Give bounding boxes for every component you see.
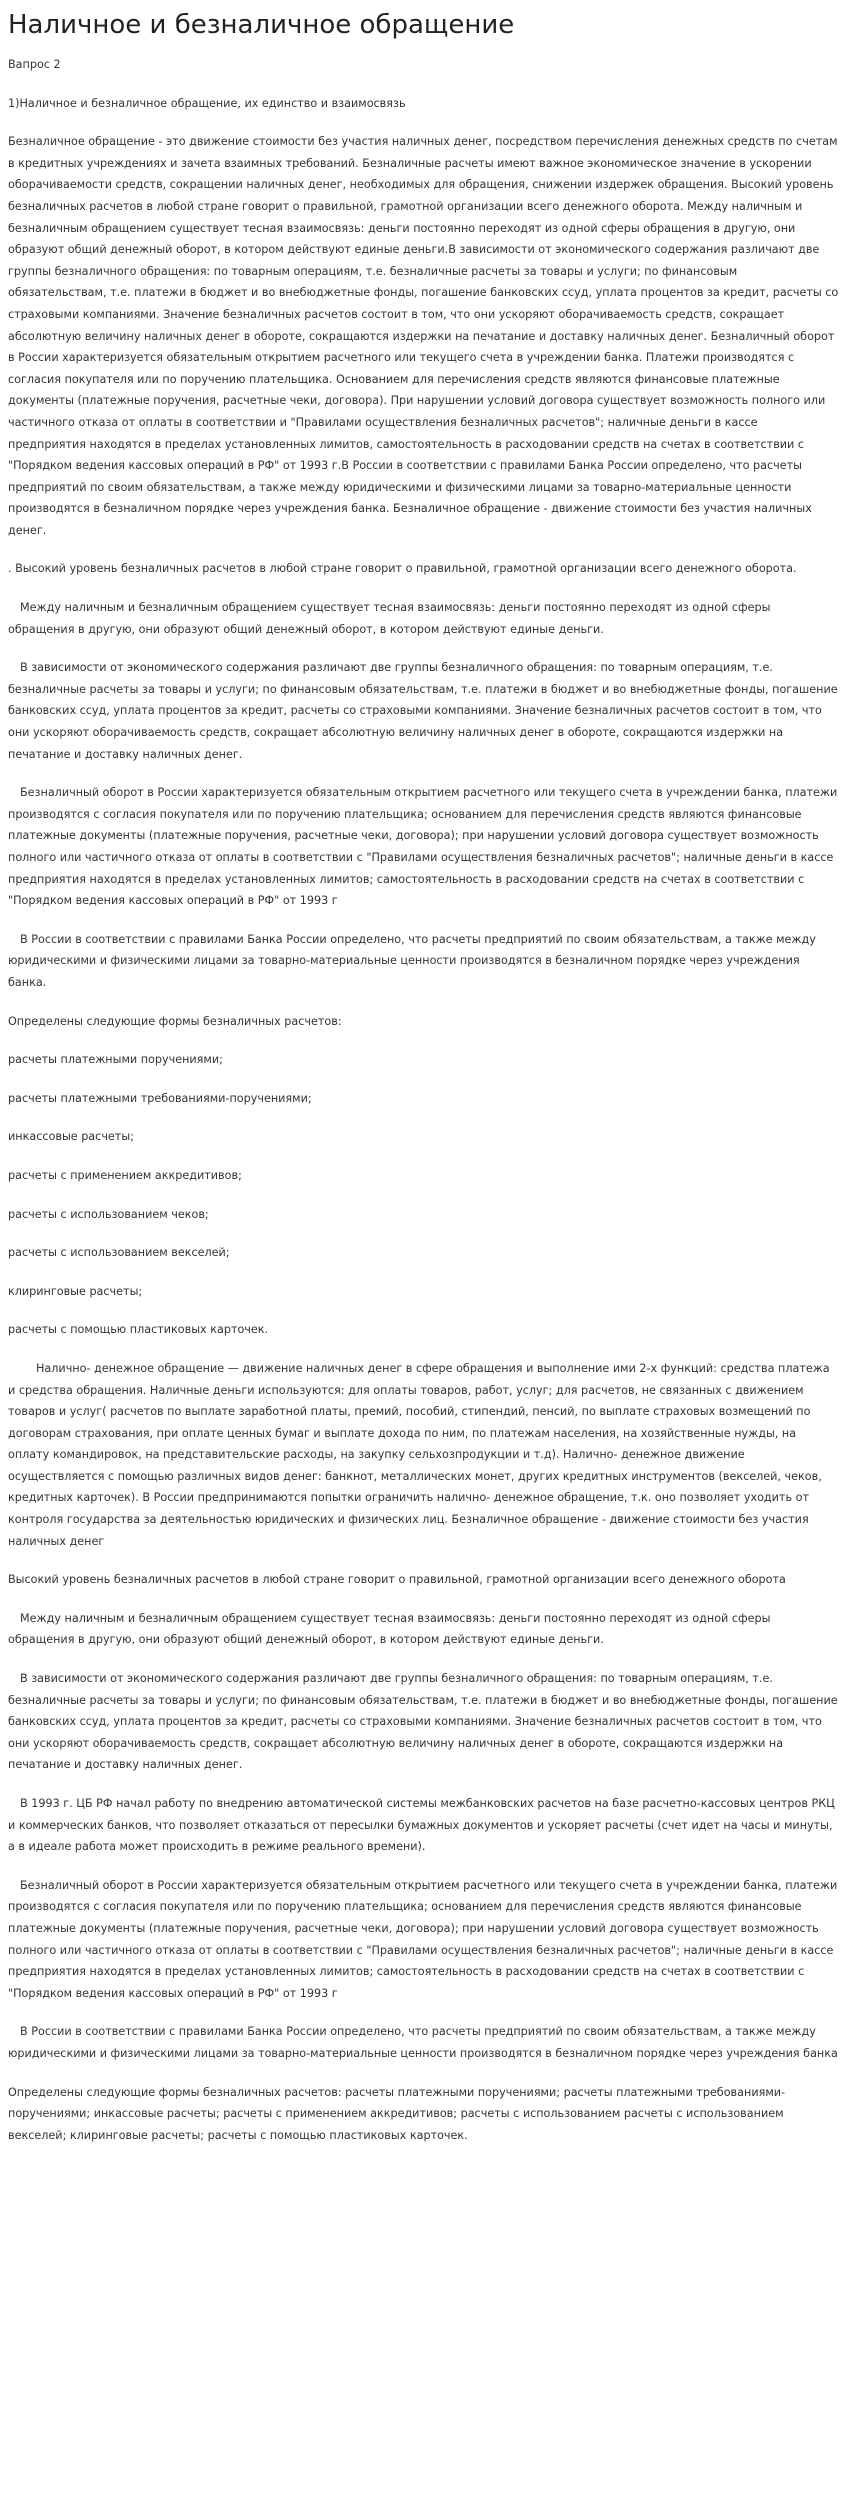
paragraph: . Высокий уровень безналичных расчетов в любой стране говорит о правильной, грамотной организации всего денежного оборота.	[8, 562, 797, 576]
list-intro: Определены следующие формы безналичных расчетов:	[8, 1014, 342, 1028]
paragraph: В 1993 г. ЦБ РФ начал работу по внедрению автоматической системы межбанковских расчетов на базе расчетно-кассовых центров РКЦ и коммерческих банков, что позволяет отказаться от пересылки бумажных документов и ускоряет расчеты (счет идет на часы и минуты, а в идеале работа может происходить в режиме реального времени).	[8, 1797, 835, 1854]
paragraph: Налично- денежное обращение — движение наличных денег в сфере обращения и выполнение ими 2-х функций: средства платежа и средства обращения. Наличные деньги используются: для оплаты товаров, работ, услуг; для расчетов, не связанных с движением товаров и услуг( расчетов по выплате заработной платы, премий, пособий, стипендий, пенсий, по выплате страховых возмещений по договорам страхования, при оплате ценных бумаг и выплате дохода по ним, по платежам населения, на хозяйственные нужды, на оплату командировок, на представительские расходы, на закупку сельхозпродукции и т.д). Налично- денежное движение осуществляется с помощью различных видов денег: банкнот, металлических монет, других кредитных инструментов (векселей, чеков, кредитных карточек). В России предпринимаются попытки ограничить налично- денежное обращение, т.к. оно позволяет уходить от контроля государства за деятельностью юридических и физических лиц. Безналичное обращение - движение стоимости без участия наличных денег	[8, 1361, 830, 1548]
paragraph: В зависимости от экономического содержания различают две группы безналичного обращения: по товарным операциям, т.е. безналичные расчеты за товары и услуги; по финансовым обязательствам, т.е. платежи в бюджет и во внебюджетные фонды, погашение банковских ссуд, уплата процентов за кредит, расчеты со страховыми компаниями. Значение безналичных расчетов состоит в том, что они ускоряют оборачиваемость средств, сокращает абсолютную величину наличных денег в обороте, сокращаются издержки на печатание и доставку наличных денег.	[8, 661, 838, 761]
paragraph: В зависимости от экономического содержания различают две группы безналичного обращения: по товарным операциям, т.е. безналичные расчеты за товары и услуги; по финансовым обязательствам, т.е. платежи в бюджет и во внебюджетные фонды, погашение банковских ссуд, уплата процентов за кредит, расчеты со страховыми компаниями. Значение безналичных расчетов состоит в том, что они ускоряют оборачиваемость средств, сокращает абсолютную величину наличных денег в обороте, сокращаются издержки на печатание и доставку наличных денег.	[8, 1672, 838, 1772]
list-item: клиринговые расчеты;	[8, 1284, 143, 1298]
list-item: расчеты платежными поручениями;	[8, 1053, 223, 1067]
paragraph: Высокий уровень безналичных расчетов в любой стране говорит о правильной, грамотной организации всего денежного оборота	[8, 1573, 786, 1587]
paragraph: Безналичный оборот в России характеризуется обязательным открытием расчетного или текущего счета в учреждении банка, платежи производятся с согласия покупателя или по поручению плательщика; основанием для перечисления средств являются финансовые платежные документы (платежные поручения, расчетные чеки, договора); при нарушении условий договора существует возможность полного или частичного отказа от оплаты в соответствии с "Правилами осуществления безналичных расчетов"; наличные деньги в кассе предприятия находятся в пределах установленных лимитов; самостоятельность в расходовании средств на счетах в соответствии с "Порядком ведения кассовых операций в РФ" от 1993 г	[8, 786, 838, 908]
paragraph: Определены следующие формы безналичных расчетов: расчеты платежными поручениями; расчеты платежными требованиями-поручениями; инкассовые расчеты; расчеты с применением аккредитивов; расчеты с использованием расчеты с использованием векселей; клиринговые расчеты; расчеты с помощью пластиковых карточек.	[8, 2085, 786, 2142]
paragraph: Безналичное обращение - это движение стоимости без участия наличных денег, посредством перечисления денежных средств по счетам в кредитных учреждениях и зачета взаимных требований. Безналичные расчеты имеют важное экономическое значение в ускорении оборачиваемости средств, сокращении наличных денег, необходимых для обращения, снижении издержек обращения. Высокий уровень безналичных расчетов в любой стране говорит о правильной, грамотной организации всего денежного оборота. Между наличным и безналичным обращением существует тесная взаимосвязь: деньги постоянно переходят из одной сферы обращения в другую, они образуют общий денежный оборот, в котором действуют единые деньги.В зависимости от экономического содержания различают две группы безналичного обращения: по товарным операциям, т.е. безналичные расчеты за товары и услуги; по финансовым обязательствам, т.е. платежи в бюджет и во внебюджетные фонды, погашение банковских ссуд, уплата процентов за кредит, расчеты со страховыми компаниями. Значение безналичных расчетов состоит в том, что они ускоряют оборачиваемость средств, сокращает абсолютную величину наличных денег в обороте, сокращаются издержки на печатание и доставку наличных денег. Безналичный оборот в России характеризуется обязательным открытием расчетного или текущего счета в учреждении банка. Платежи производятся с согласия покупателя или по поручению плательщика. Основанием для перечисления средств являются финансовые платежные документы (платежные поручения, расчетные чеки, договора). При нарушении условий договора существует возможность полного или частичного отказа от оплаты в соответствии и "Правилами осуществления безналичных расчетов"; наличные деньги в кассе предприятия находятся в пределах установленных лимитов, самостоятельность в расходовании средств на счетах в соответствии с "Порядком ведения кассовых операций в РФ" от 1993 г.В России в соответствии с правилами Банка России определено, что расчеты предприятий по своим обязательствам, а также между юридическими и физическими лицами за товарно-материальные ценности производятся в безналичном порядке через учреждения банка. Безналичное обращение - движение стоимости без участия наличных денег.	[8, 135, 839, 537]
list-item: расчеты платежными требованиями-поручениями;	[8, 1091, 312, 1105]
section-heading: 1)Наличное и безналичное обращение, их единство и взаимосвязь	[8, 96, 406, 110]
list-item: расчеты с применением аккредитивов;	[8, 1168, 242, 1182]
paragraph: В России в соответствии с правилами Банка России определено, что расчеты предприятий по своим обязательствам, а также между юридическими и физическими лицами за товарно-материальные ценности производятся в безналичном порядке через учреждения банка	[8, 2025, 838, 2060]
list-item: расчеты с использованием чеков;	[8, 1207, 209, 1221]
paragraph: В России в соответствии с правилами Банка России определено, что расчеты предприятий по своим обязательствам, а также между юридическими и физическими лицами за товарно-материальные ценности производятся в безналичном порядке через учреждения банка.	[8, 932, 816, 989]
list-item: расчеты с использованием векселей;	[8, 1246, 230, 1260]
paragraph: Между наличным и безналичным обращением существует тесная взаимосвязь: деньги постоянно переходят из одной сферы обращения в другую, они образуют общий денежный оборот, в котором действуют единые деньги.	[8, 601, 771, 636]
page-title: Наличное и безналичное обращение	[8, 10, 515, 40]
paragraph: Между наличным и безналичным обращением существует тесная взаимосвязь: деньги постоянно переходят из одной сферы обращения в другую, они образуют общий денежный оборот, в котором действуют единые деньги.	[8, 1611, 771, 1647]
list-item: инкассовые расчеты;	[8, 1130, 134, 1144]
list-item: расчеты с помощью пластиковых карточек.	[8, 1323, 269, 1337]
paragraph: Безналичный оборот в России характеризуется обязательным открытием расчетного или текущего счета в учреждении банка, платежи производятся с согласия покупателя или по поручению плательщика; основанием для перечисления средств являются финансовые платежные документы (платежные поручения, расчетные чеки, договора); при нарушении условий договора существует возможность полного или частичного отказа от оплаты в соответствии с "Правилами осуществления безналичных расчетов"; наличные деньги в кассе предприятия находятся в пределах установленных лимитов; самостоятельность в расходовании средств на счетах в соответствии с "Порядком ведения кассовых операций в РФ" от 1993 г	[8, 1878, 838, 2000]
question-number: Вапрос 2	[8, 58, 61, 71]
